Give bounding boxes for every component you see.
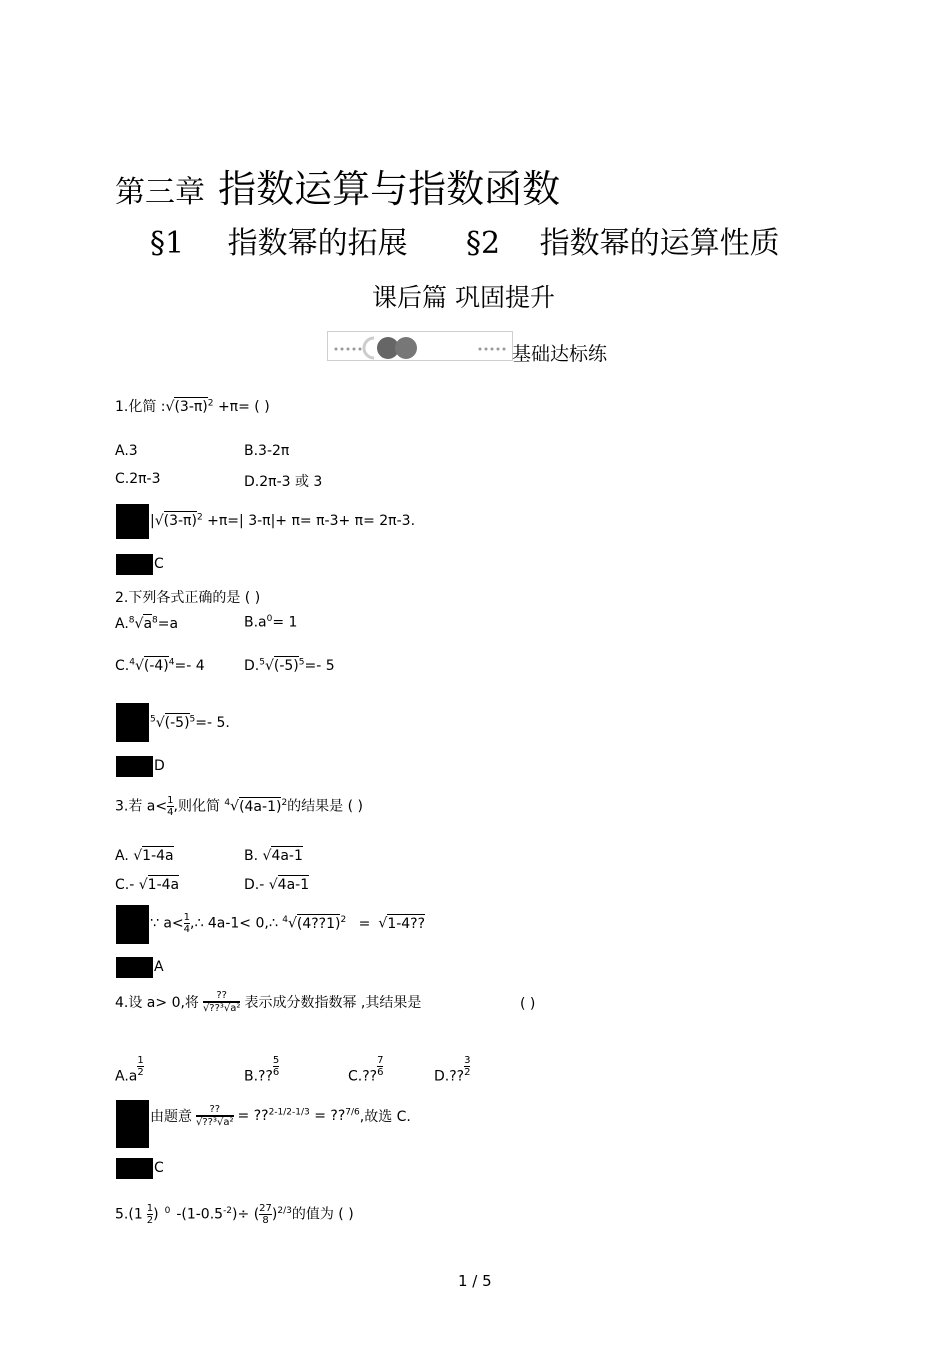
section1-mark: §1 <box>150 226 185 261</box>
q4-option-b: B.?? $^{\frac{5}{6}}$ <box>244 1055 280 1085</box>
q2-solution-redaction <box>116 703 149 742</box>
section-banner <box>327 331 513 361</box>
q1-solution: $|√(3-\pi)^2 +\pi=|$ 3-π|+ π= π-3+ π= 2π-3. <box>150 512 416 529</box>
q3-solution: ∵ a< $\frac{1}{4}$ ,∴ 4a-1< 0,∴ $^4$√(4??1)$^2$ = √1-4?? <box>150 912 426 935</box>
q2-solution: $^5√(-5)^5=-$ 5. <box>150 714 230 731</box>
q1-option-c: C.2π-3 <box>115 471 161 487</box>
q4-answer: C <box>154 1160 164 1176</box>
q3-option-c: C.- √1-4a <box>115 877 180 893</box>
q2-answer-redaction <box>116 756 153 777</box>
q3-answer: A <box>154 959 164 975</box>
q1-answer: C <box>154 556 164 572</box>
q2-answer: D <box>154 758 165 774</box>
q4-solution: 由题意 $\frac{??}{\text{√??³√a²}}$ = ??$^{2-1/2-1/3}$ = ??$^{7/6}$,故选 C. <box>150 1104 411 1128</box>
section2-title: 指数幂的运算性质 <box>539 226 780 261</box>
q3-answer-redaction <box>116 957 153 978</box>
question-2: 2.下列各式正确的是 ( ) <box>115 590 261 606</box>
q4-option-d: D.?? $^{\frac{3}{2}}$ <box>434 1055 471 1085</box>
question-1: 1.化简 $:√(3-\pi)^2 +\pi=$ ( ) <box>115 398 270 415</box>
q2-option-c: $C.^4√(-4)^4=-$ 4 <box>115 657 205 674</box>
chapter-title: 指数运算与指数函数 <box>218 167 561 211</box>
q1-option-d: D.2π-3 或 3 <box>244 474 323 490</box>
q4-solution-redaction <box>116 1100 149 1148</box>
q1-option-b: B.3-2π <box>244 443 290 459</box>
question-3: 3.若 a< $\frac{1}{4}$ ,则化简 $^4√(4a-1)^2$的结果是 ( ) <box>115 795 363 818</box>
q3-option-b: B. √4a-1 <box>244 848 303 864</box>
banner-decoration-icon <box>328 332 512 360</box>
q3-solution-redaction <box>116 905 149 944</box>
q4-answer-redaction <box>116 1158 153 1179</box>
banner-label: 基础达标练 <box>512 343 608 365</box>
section1-title: 指数幂的拓展 <box>227 226 408 261</box>
q2-option-b: $B.a^0= 1$ <box>244 614 298 631</box>
q3-option-a: A. √1-4a <box>115 848 174 864</box>
q4-option-a: A.a $^{\frac{1}{2}}$ <box>115 1055 144 1085</box>
question-4: 4.设 a> 0,将 $\frac{??}{\text{√??³√a²}}$ 表示成分数指数幂 ,其结果是 <box>115 990 422 1014</box>
q2-option-d: $D.^5√(-5)^5=-$ 5 <box>244 657 335 674</box>
page-number: 1 / 5 <box>458 1272 492 1290</box>
section2-mark: §2 <box>466 226 501 261</box>
q1-solution-redaction <box>116 504 149 539</box>
subtitle: 课后篇 巩固提升 <box>372 283 555 312</box>
q1-answer-redaction <box>116 554 153 575</box>
q4-option-c: C.?? $^{\frac{7}{6}}$ <box>348 1055 384 1085</box>
q3-option-d: D.- √4a-1 <box>244 877 310 893</box>
q2-option-a: $A.^8√a^8=a$ <box>115 615 179 632</box>
q1-option-a: A.3 <box>115 443 138 459</box>
question-5: 5.(1 $\frac{1}{2}$ ) $^0$ $-(1-0.5^{-2})\div$ ( $\frac{27}{8}$ )$^{2/3}$的值为 ( ) <box>115 1203 354 1226</box>
chapter-label: 第三章 <box>115 175 205 210</box>
q4-paren: ( ) <box>520 996 536 1012</box>
